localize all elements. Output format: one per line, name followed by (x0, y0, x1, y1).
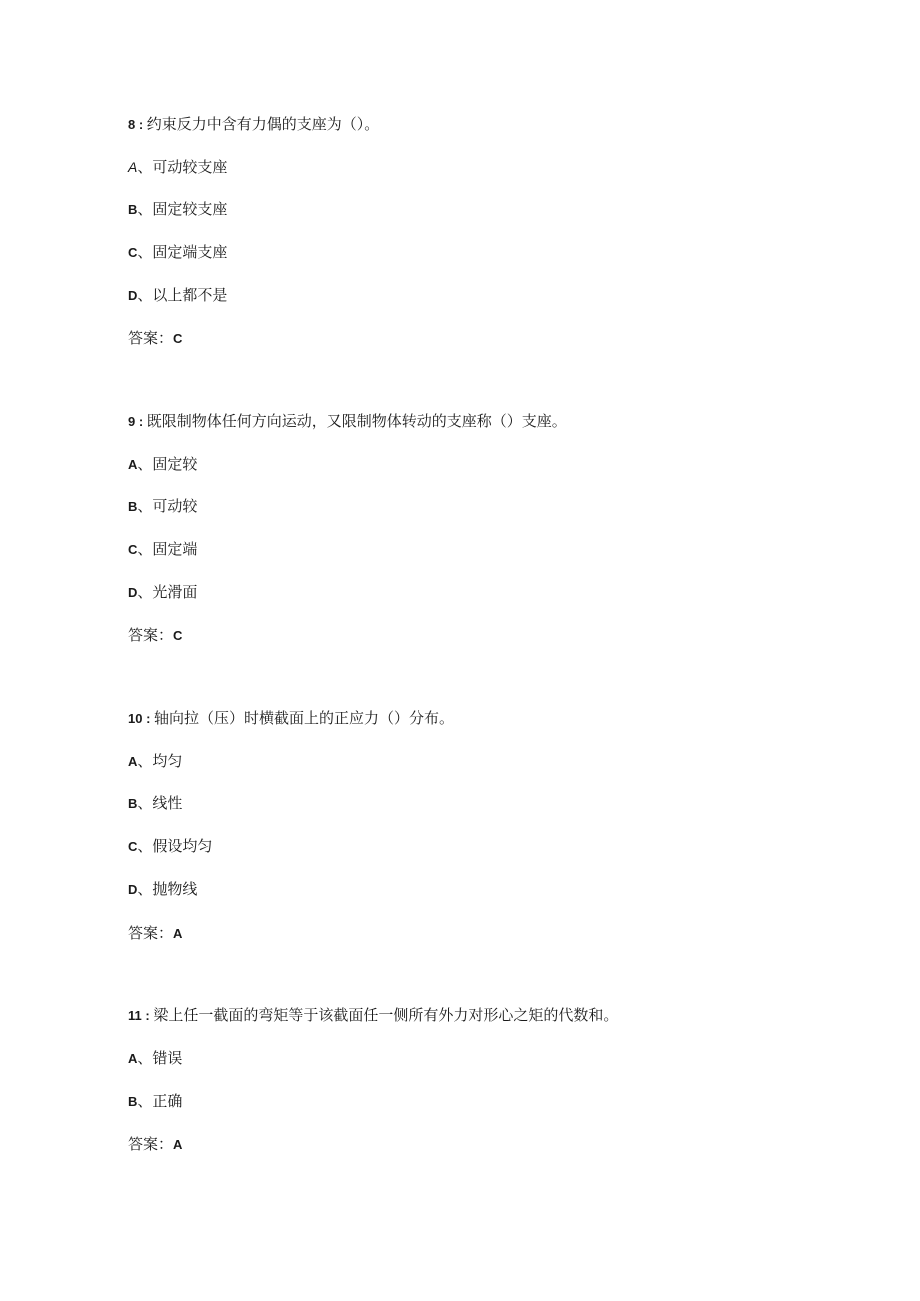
option-key: B (128, 1094, 138, 1109)
option-text: 固定端 (152, 540, 198, 558)
option-d (128, 284, 227, 306)
option-separator: 、 (137, 497, 153, 515)
option-text: 可动较支座 (152, 158, 228, 176)
option-key: A (128, 754, 138, 769)
question-stem (128, 1004, 618, 1026)
answer-label: 答案： (128, 924, 174, 942)
option-key: D (128, 882, 138, 897)
question-number: 11 (128, 1008, 142, 1023)
option-d (128, 878, 197, 900)
option-separator: 、 (137, 243, 153, 261)
option-separator: 、 (137, 455, 153, 473)
option-separator: 、 (137, 158, 153, 176)
question-separator: : (135, 414, 147, 429)
option-c (128, 241, 227, 263)
option-text: 以上都不是 (152, 286, 228, 304)
option-text: 固定端支座 (152, 243, 228, 261)
question-text: 梁上任一截面的弯矩等于该截面任一侧所有外力对形心之矩的代数和。 (153, 1006, 619, 1024)
option-key: C (128, 542, 138, 557)
option-text: 线性 (152, 794, 183, 812)
question-separator: : (142, 711, 155, 726)
option-key: D (128, 288, 138, 303)
option-text: 固定较 (152, 455, 198, 473)
answer-value: C (173, 331, 183, 346)
question-number: 10 (128, 711, 143, 726)
option-separator: 、 (137, 200, 153, 218)
option-a (128, 156, 227, 178)
option-key: A (128, 159, 138, 175)
option-a (128, 453, 197, 475)
option-text: 假设均匀 (152, 837, 213, 855)
option-key: B (128, 499, 138, 514)
question-stem (128, 113, 379, 135)
option-separator: 、 (137, 794, 153, 812)
answer-value: A (173, 1137, 183, 1152)
option-text: 可动较 (152, 497, 198, 515)
question-stem (128, 707, 454, 729)
answer-label: 答案： (128, 626, 174, 644)
option-separator: 、 (137, 1092, 153, 1110)
option-text: 均匀 (152, 752, 183, 770)
option-c (128, 835, 212, 857)
option-d (128, 581, 197, 603)
question-stem (128, 410, 567, 432)
answer-line (128, 922, 182, 944)
option-separator: 、 (137, 1049, 153, 1067)
option-text: 光滑面 (152, 583, 198, 601)
question-text: 约束反力中含有力偶的支座为（）。 (146, 115, 380, 133)
option-separator: 、 (137, 540, 153, 558)
answer-label: 答案： (128, 1135, 174, 1153)
option-b (128, 495, 197, 517)
answer-value: C (173, 628, 183, 643)
option-key: C (128, 245, 138, 260)
option-separator: 、 (137, 752, 153, 770)
question-separator: : (135, 117, 147, 132)
answer-value: A (173, 926, 183, 941)
option-key: B (128, 202, 138, 217)
option-key: A (128, 457, 138, 472)
question-number: 9 (128, 414, 136, 429)
option-text: 错误 (152, 1049, 183, 1067)
option-separator: 、 (137, 583, 153, 601)
option-key: A (128, 1051, 138, 1066)
option-b (128, 198, 227, 220)
option-a (128, 1047, 182, 1069)
option-text: 固定较支座 (152, 200, 228, 218)
question-separator: : (141, 1008, 154, 1023)
option-text: 正确 (152, 1092, 183, 1110)
option-a (128, 750, 182, 772)
option-key: B (128, 796, 138, 811)
answer-line (128, 624, 182, 646)
question-text: 既限制物体任何方向运动，又限制物体转动的支座称（）支座。 (146, 412, 567, 430)
option-key: D (128, 585, 138, 600)
option-text: 抛物线 (152, 880, 198, 898)
option-separator: 、 (137, 286, 153, 304)
answer-line (128, 327, 182, 349)
option-b (128, 1090, 182, 1112)
question-text: 轴向拉（压）时横截面上的正应力（）分布。 (154, 709, 455, 727)
option-b (128, 792, 182, 814)
question-number: 8 (128, 117, 136, 132)
option-separator: 、 (137, 837, 153, 855)
answer-label: 答案： (128, 329, 174, 347)
option-key: C (128, 839, 138, 854)
option-separator: 、 (137, 880, 153, 898)
answer-line (128, 1133, 182, 1155)
option-c (128, 538, 197, 560)
